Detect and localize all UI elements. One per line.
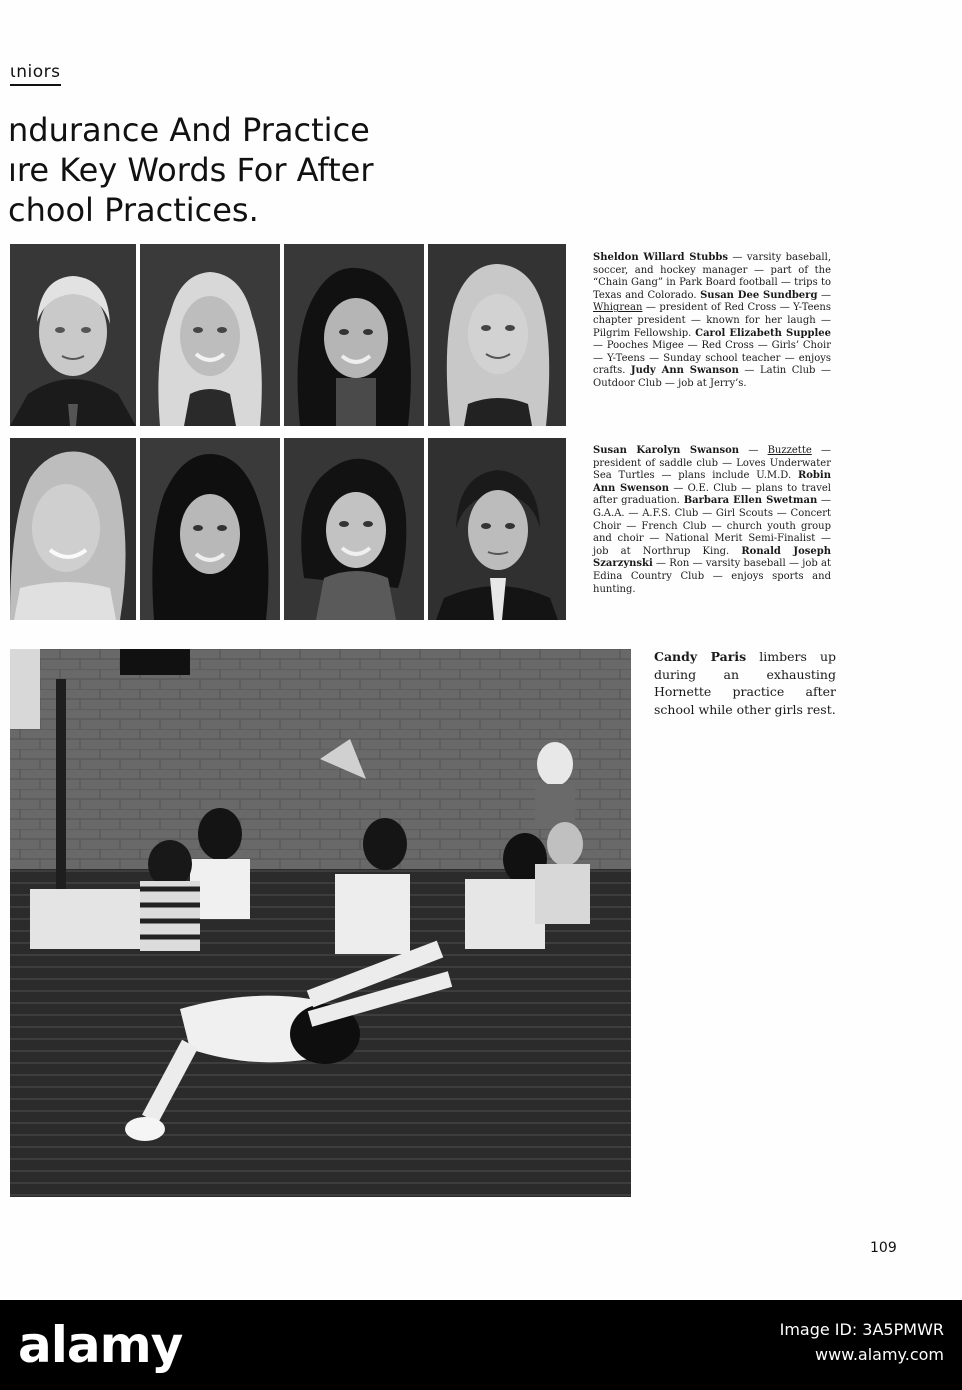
banner-url: www.alamy.com bbox=[815, 1345, 944, 1364]
stock-banner bbox=[0, 1300, 962, 1390]
headline-line-3: chool Practices. bbox=[8, 191, 259, 229]
portrait-photo bbox=[284, 244, 424, 426]
student-name: Robin Ann Swenson bbox=[593, 470, 831, 494]
student-nickname: Whigrean bbox=[593, 302, 643, 314]
caption-block-1 bbox=[593, 252, 831, 391]
portrait-photo bbox=[284, 438, 424, 620]
portrait-photo bbox=[428, 244, 566, 426]
student-bio: — Ron — varsity baseball — job at Edina Country Club — enjoys sports and hunting. bbox=[593, 558, 831, 595]
student-name: Judy Ann Swanson bbox=[630, 365, 739, 377]
portrait-photo bbox=[10, 244, 136, 426]
portrait-photo bbox=[140, 244, 280, 426]
student-bio: — Pooches Migee — Red Cross — Girls’ Choir — Y-Teens — Sunday school teacher — enjoys crafts. bbox=[593, 340, 831, 377]
portrait-grid bbox=[10, 244, 566, 620]
portrait-photo bbox=[10, 438, 136, 620]
caption-block-2 bbox=[593, 445, 831, 596]
student-nickname: Buzzette bbox=[767, 445, 812, 456]
photo-caption-text: limbers up during an exhausting Hornette practice after school while other girls rest. bbox=[654, 649, 836, 717]
photo-caption-name: Candy Paris bbox=[654, 649, 747, 664]
student-bio: — president of Red Cross — Y-Teens chapter president — known for her laugh — Pilgrim Fellowship. bbox=[593, 302, 831, 339]
student-bio: — G.A.A. — A.F.S. Club — Girl Scouts — Concert Choir — French Club — church youth group and choir — National Merit Semi-Finalist — job at Northrup King. bbox=[593, 495, 831, 557]
headline bbox=[8, 110, 428, 230]
section-label: ɩniors bbox=[10, 62, 61, 86]
banner-image-id: Image ID: 3A5PMWR bbox=[779, 1320, 944, 1339]
portrait-photo bbox=[140, 438, 280, 620]
student-bio: — president of saddle club — Loves Underwater Sea Turtles — plans include U.M.D. bbox=[593, 445, 831, 482]
student-bio: — varsity baseball, soccer, and hockey manager — part of the “Chain Gang” in Park Board football — trips to Texas and Colorado. bbox=[593, 252, 831, 301]
photo-caption bbox=[654, 648, 836, 718]
headline-line-2: ıre Key Words For After bbox=[8, 151, 374, 189]
page-number: 109 bbox=[870, 1240, 897, 1256]
student-name: Susan Dee Sundberg bbox=[700, 289, 818, 301]
student-bio: — bbox=[817, 289, 831, 301]
practice-photo bbox=[10, 649, 631, 1197]
student-name: Ronald Joseph Szarzynski bbox=[593, 545, 831, 570]
student-bio: — Latin Club — Outdoor Club — job at Jerry’s. bbox=[593, 365, 831, 389]
student-name: Sheldon Willard Stubbs bbox=[593, 252, 728, 263]
student-bio: — bbox=[739, 445, 768, 456]
headline-line-1: ndurance And Practice bbox=[8, 111, 370, 149]
student-name: Susan Karolyn Swanson bbox=[593, 445, 740, 456]
banner-logo: alamy bbox=[18, 1316, 183, 1374]
banner-meta bbox=[780, 1320, 944, 1364]
student-name: Carol Elizabeth Supplee bbox=[695, 327, 831, 339]
portrait-photo bbox=[428, 438, 566, 620]
student-bio: — O.E. Club — plans to travel after graduation. bbox=[593, 482, 831, 507]
student-name: Barbara Ellen Swetman bbox=[683, 495, 818, 507]
